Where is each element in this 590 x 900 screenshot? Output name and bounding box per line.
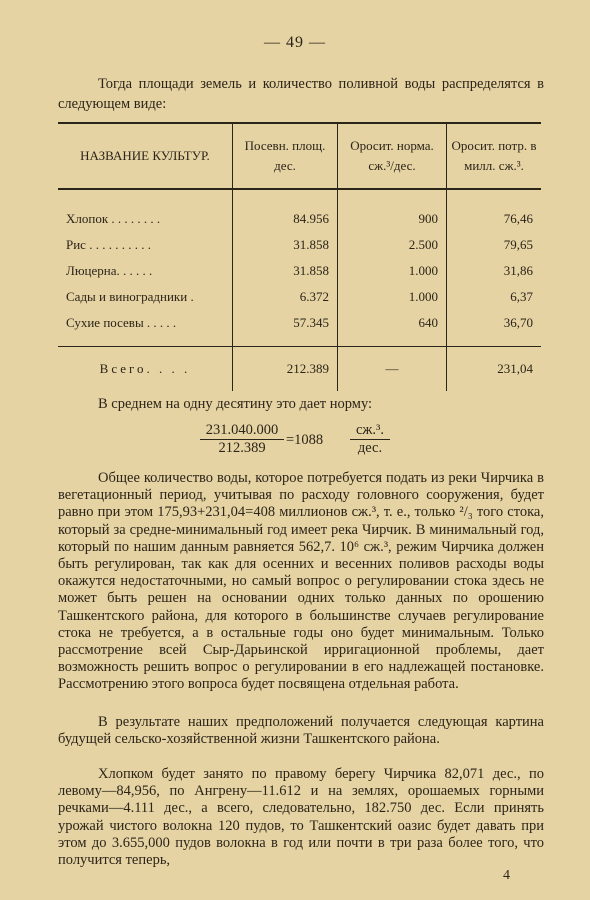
header-crop-name: НАЗВАНИЕ КУЛЬТУР. — [58, 123, 233, 189]
header-norm: Оросит. норма. сж.³/дес. — [338, 123, 447, 189]
page-number: — 49 — — [264, 34, 326, 51]
intro-paragraph: Тогда площади земель и количество поливной воды распределятся в следующем виде: — [58, 76, 544, 112]
body-paragraph-3: Хлопком будет занято по правому берегу Чирчика 82,071 дес., по левому—84,956, по Ангрену—11.612 и на землях, орошаемых горными речками—4.111 дес., а всего, следовательно, 182.750 дес. Если принять урожай чистого волокна 120 пудов, то Ташкентский оазис будет давать при этом до 3.655,000 пудов волокна в год или почти в три раза более того, что получится теперь, — [58, 766, 544, 869]
crop-area: 84.956 — [233, 206, 338, 232]
body-paragraph-1: Общее количество воды, которое потребуется подать из реки Чирчика в вегетационный период, учитывая по расходу головного сооружения, будет равно при этом 175,93+231,04=408 миллионов сж.³, т. е., только ²/₃ того стока, который за средне-минимальный год имеет река Чирчик. В минимальный год, который по нашим данным равняется 562,7. 10⁶ сж.³, режим Чирчика должен быть регулирован, так как для осенних и весенних поливов расходы воды окажутся недостаточными, но самый вопрос о регулировании стока здесь не может быть решен на основании одних только данных по орошению Ташкентского района, для которого в большинстве случаев регулирование стока не требуется, а в остальные годы оно будет минимальным. Только рассмотрение всей Сыр-Дарьинской ирригационной проблемы, дает возможность решить вопрос о регулировании в его надлежащей постановке. Рассмотрению этого вопроса будет посвящена отдельная работа. — [58, 470, 544, 693]
crops-table — [58, 122, 541, 391]
crop-name: Рис . . . . . . . . . . — [66, 237, 151, 252]
crop-name: Люцерна. . . . . . — [66, 263, 153, 278]
total-label: Всего. . . . — [58, 347, 233, 392]
formula-denominator: 212.389 — [218, 440, 266, 456]
crop-name: Сухие посевы . . . . . — [66, 315, 177, 330]
crop-area: 6.372 — [233, 284, 338, 310]
crop-need: 76,46 — [447, 206, 542, 232]
formula-unit-bottom: дес. — [357, 440, 383, 456]
crop-norm: 1.000 — [338, 284, 447, 310]
formula-unit — [350, 422, 390, 457]
crop-norm: 900 — [338, 206, 447, 232]
table-header-row — [58, 123, 541, 189]
table-total-row — [58, 347, 541, 392]
total-area: 212.389 — [233, 347, 338, 392]
total-need: 231,04 — [447, 347, 542, 392]
crop-area: 57.345 — [233, 310, 338, 336]
table-spacer — [58, 189, 541, 206]
table-row — [58, 258, 541, 284]
crop-need: 6,37 — [447, 284, 542, 310]
table-row — [58, 310, 541, 336]
table-spacer — [58, 336, 541, 347]
header-area: Посевн. площ. дес. — [233, 123, 338, 189]
formula-result: =1088 — [286, 432, 324, 448]
body-paragraph-2: В результате наших предположений получается следующая картина будущей сельско-хозяйственной жизни Ташкентского района. — [58, 714, 544, 748]
table-row — [58, 284, 541, 310]
signature-mark: 4 — [503, 868, 510, 883]
crop-name: Сады и виноградники . — [66, 289, 194, 304]
formula-fraction — [200, 422, 284, 457]
norm-formula — [200, 422, 420, 462]
crop-area: 31.858 — [233, 258, 338, 284]
crop-need: 36,70 — [447, 310, 542, 336]
crop-name: Хлопок . . . . . . . . — [66, 211, 161, 226]
crop-norm: 1.000 — [338, 258, 447, 284]
table-row — [58, 206, 541, 232]
table-row — [58, 232, 541, 258]
norm-intro: В среднем на одну десятину это дает норму: — [98, 396, 373, 412]
header-need: Оросит. потр. в милл. сж.³. — [447, 123, 542, 189]
total-norm: — — [338, 347, 447, 392]
crop-norm: 2.500 — [338, 232, 447, 258]
crop-area: 31.858 — [233, 232, 338, 258]
formula-unit-top: сж.³. — [350, 422, 390, 440]
crop-norm: 640 — [338, 310, 447, 336]
crop-need: 79,65 — [447, 232, 542, 258]
formula-numerator: 231.040.000 — [200, 422, 284, 440]
crop-need: 31,86 — [447, 258, 542, 284]
